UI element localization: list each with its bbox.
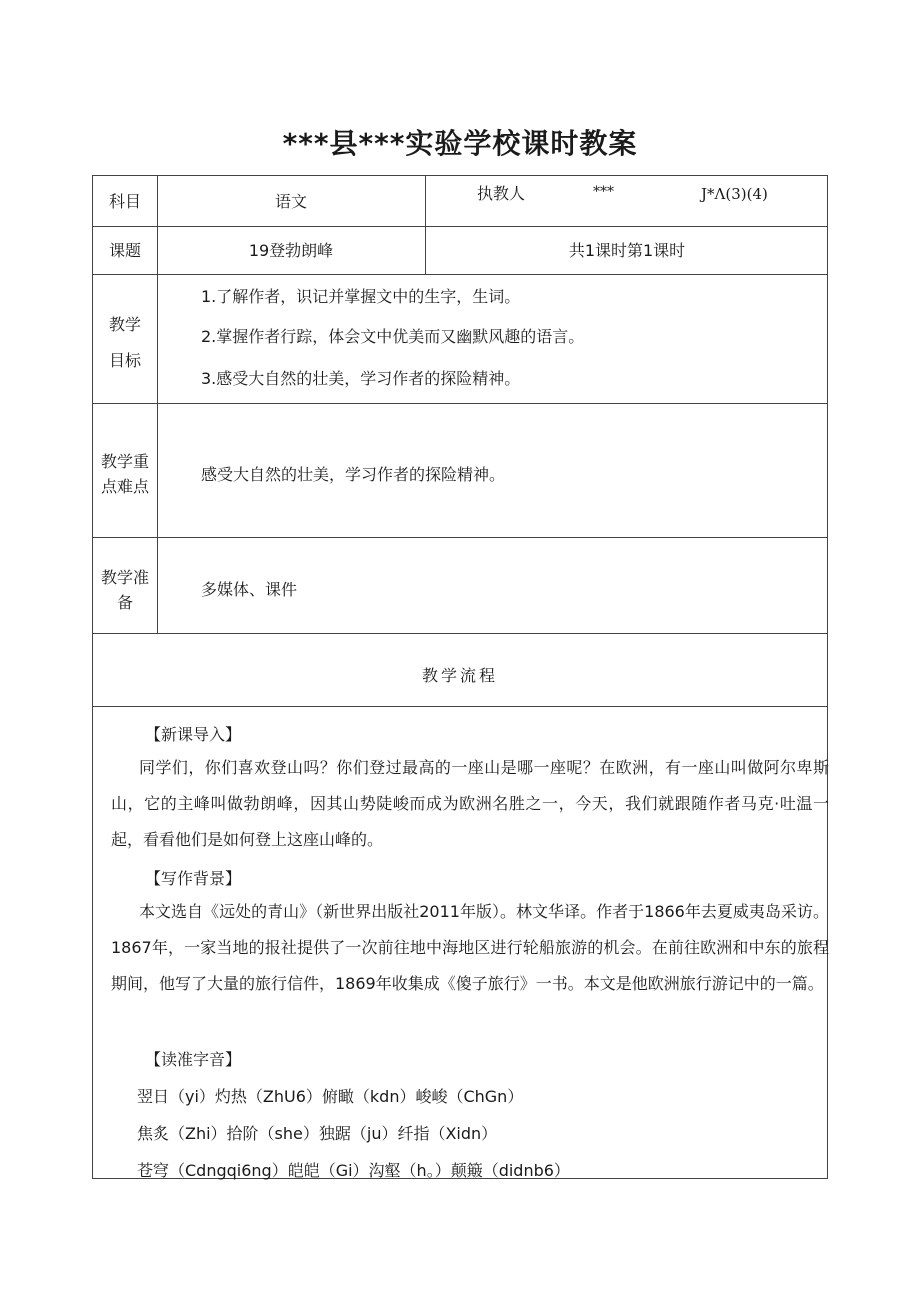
background-paragraph: 本文选自《远处的青山》（新世界出版社2011年版）。林文华译。作者于1866年去夏威夷岛采访。1867年，一家当地的报社提供了一次前往地中海地区进行轮船旅游的机会。在前往欧洲和中东的旅程期间，他写了大量的旅行信件，1869年收集成《傻子旅行》一书。本文是他欧洲旅行游记中的一篇。 (111, 902, 829, 993)
intro-paragraph: 同学们，你们喜欢登山吗？你们登过最高的一座山是哪一座呢？在欧洲，有一座山叫做阿尔卑斯山，它的主峰叫做勃朗峰，因其山势陡峻而成为欧洲名胜之一，今天，我们就跟随作者马克·吐温一起，看看他们是如何登上这座山峰的。 (111, 758, 829, 849)
subject-label: 科目 (108, 192, 141, 211)
document-title: ***县***实验学校课时教案 (282, 127, 638, 160)
key-points-label-line1: 教学重 (100, 452, 149, 471)
objectives-label-line1: 教学 (108, 315, 141, 334)
row-divider (93, 274, 827, 275)
key-points-label-line2: 点难点 (100, 477, 149, 496)
row-divider (93, 537, 827, 538)
row-divider (93, 706, 827, 707)
teacher-name: *** (593, 184, 614, 200)
pronunciation-heading: 【读准字音】 (145, 1050, 242, 1069)
preparation-text: 多媒体、课件 (201, 580, 298, 599)
teacher-label: 执教人 (477, 184, 526, 203)
period-info: 共1课时第1课时 (568, 241, 686, 260)
row-divider (93, 226, 827, 227)
intro-heading: 【新课导入】 (145, 725, 242, 744)
preparation-label-line1: 教学准 (100, 568, 149, 587)
background-heading: 【写作背景】 (145, 869, 242, 888)
key-points-text: 感受大自然的壮美，学习作者的探险精神。 (201, 465, 506, 484)
objective-item-1: 1.了解作者，识记并掌握文中的生字，生词。 (201, 287, 521, 306)
lesson-plan-table (92, 175, 828, 1179)
pronunciation-line-2: 焦炙（Zhi）拾阶（she）独踞（ju）纤指（Xidn） (137, 1124, 498, 1143)
objective-item-3: 3.感受大自然的壮美，学习作者的探险精神。 (201, 369, 521, 388)
subject-value: 语文 (274, 192, 307, 211)
flow-title: 教学流程 (421, 666, 498, 685)
row-divider (93, 633, 827, 634)
preparation-label-line2: 备 (116, 593, 133, 612)
objectives-label-line2: 目标 (108, 351, 141, 370)
row-divider (93, 403, 827, 404)
class-code: J*Λ(3)(4) (701, 185, 768, 203)
objective-item-2: 2.掌握作者行踪，体会文中优美而又幽默风趣的语言。 (201, 327, 585, 346)
pronunciation-line-3: 苍穹（Cdngqi6ng）皑皑（Gi）沟壑（h。）颠簸（didnb6） (137, 1161, 570, 1180)
pronunciation-line-1: 翌日（yi）灼热（ZhU6）俯瞰（kdn）峻峻（ChGn） (137, 1087, 524, 1106)
topic-label: 课题 (108, 241, 141, 260)
topic-value: 19登勃朗峰 (248, 241, 334, 260)
